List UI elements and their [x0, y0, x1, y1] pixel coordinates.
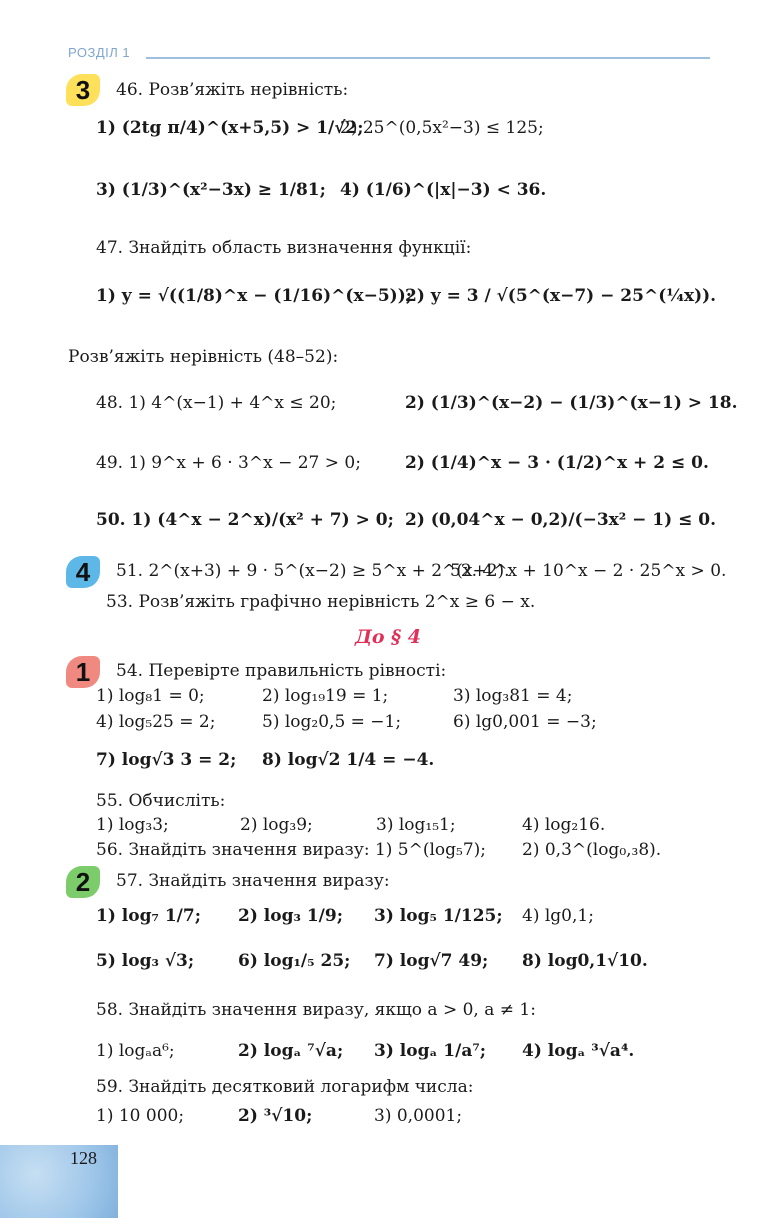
exercise-49-1: 49. 1) 9^x + 6 · 3^x − 27 > 0;	[96, 453, 361, 473]
intro-48-52: Розв’яжіть нерівність (48–52):	[68, 347, 339, 367]
exercise-54-1: 1) log₈1 = 0;	[96, 686, 205, 706]
level-badge-2: 2	[66, 866, 100, 898]
exercise-55-2: 2) log₃9;	[240, 815, 313, 835]
exercise-54-8: 8) log√2 1/4 = −4.	[262, 750, 435, 770]
exercise-49-2: 2) (1/4)^x − 3 · (1/2)^x + 2 ≤ 0.	[405, 453, 709, 473]
exercise-57-4: 4) lg0,1;	[522, 906, 594, 926]
exercise-57-2: 2) log₃ 1/9;	[238, 906, 343, 926]
exercise-47-2: 2) y = 3 / √(5^(x−7) − 25^(¼x)).	[405, 286, 717, 306]
exercise-51: 51. 2^(x+3) + 9 · 5^(x−2) ≥ 5^x + 2^(x+2).	[116, 561, 510, 581]
exercise-59-2: 2) ³√10;	[238, 1106, 313, 1126]
exercise-55: 55. Обчисліть:	[96, 791, 226, 811]
exercise-55-1: 1) log₃3;	[96, 815, 169, 835]
exercise-50-1: 50. 1) (4^x − 2^x)/(x² + 7) > 0;	[96, 510, 394, 530]
exercise-58-2: 2) logₐ ⁷√a;	[238, 1041, 344, 1061]
exercise-58-1: 1) logₐa⁶;	[96, 1041, 175, 1061]
page-corner-decoration	[0, 1145, 118, 1218]
exercise-46-3: 3) (1/3)^(x²−3x) ≥ 1/81;	[96, 180, 326, 200]
exercise-55-4: 4) log₂16.	[522, 815, 606, 835]
exercise-56-2: 2) 0,3^(log₀,₃8).	[522, 840, 662, 860]
exercise-57-5: 5) log₃ √3;	[96, 951, 195, 971]
exercise-57-8: 8) log0,1√10.	[522, 951, 648, 971]
exercise-57-7: 7) log√7 49;	[374, 951, 489, 971]
page-number: 128	[70, 1148, 97, 1168]
exercise-47: 47. Знайдіть область визначення функції:	[96, 238, 472, 258]
exercise-54: 54. Перевірте правильність рівності:	[116, 661, 447, 681]
exercise-54-3: 3) log₃81 = 4;	[453, 686, 573, 706]
exercise-52: 52. 4^x + 10^x − 2 · 25^x > 0.	[450, 561, 727, 581]
exercise-54-5: 5) log₂0,5 = −1;	[262, 712, 402, 732]
exercise-46-1: 1) (2tg π/4)^(x+5,5) > 1/√2;	[96, 118, 364, 138]
level-badge-3: 3	[66, 74, 100, 106]
exercise-48-2: 2) (1/3)^(x−2) − (1/3)^(x−1) > 18.	[405, 393, 738, 413]
exercise-54-4: 4) log₅25 = 2;	[96, 712, 216, 732]
exercise-58-3: 3) logₐ 1/a⁷;	[374, 1041, 487, 1061]
exercise-53: 53. Розв’яжіть графічно нерівність 2^x ≥ 6 − x.	[106, 592, 536, 612]
exercise-54-6: 6) lg0,001 = −3;	[453, 712, 597, 732]
exercise-57-6: 6) log₁/₅ 25;	[238, 951, 351, 971]
exercise-57: 57. Знайдіть значення виразу:	[116, 871, 390, 891]
exercise-59-3: 3) 0,0001;	[374, 1106, 463, 1126]
exercise-58: 58. Знайдіть значення виразу, якщо a > 0, a ≠ 1:	[96, 1000, 536, 1020]
exercise-57-3: 3) log₅ 1/125;	[374, 906, 503, 926]
exercise-48-1: 48. 1) 4^(x−1) + 4^x ≤ 20;	[96, 393, 337, 413]
exercise-46-4: 4) (1/6)^(|x|−3) < 36.	[340, 180, 547, 200]
exercise-59: 59. Знайдіть десятковий логарифм числа:	[96, 1077, 474, 1097]
exercise-54-2: 2) log₁₉19 = 1;	[262, 686, 389, 706]
exercise-56: 56. Знайдіть значення виразу: 1) 5^(log₅7);	[96, 840, 487, 860]
exercise-54-7: 7) log√3 3 = 2;	[96, 750, 237, 770]
exercise-50-2: 2) (0,04^x − 0,2)/(−3x² − 1) ≤ 0.	[405, 510, 717, 530]
header-rule	[146, 57, 710, 59]
level-badge-1: 1	[66, 656, 100, 688]
exercise-59-1: 1) 10 000;	[96, 1106, 185, 1126]
chapter-header: РОЗДІЛ 1	[68, 45, 131, 60]
exercise-47-1: 1) y = √((1/8)^x − (1/16)^(x−5));	[96, 286, 413, 306]
level-badge-4: 4	[66, 556, 100, 588]
exercise-57-1: 1) log₇ 1/7;	[96, 906, 201, 926]
exercise-58-4: 4) logₐ ³√a⁴.	[522, 1041, 635, 1061]
exercise-55-3: 3) log₁₅1;	[376, 815, 456, 835]
exercise-46-2: 2) 25^(0,5x²−3) ≤ 125;	[340, 118, 544, 138]
section-title: До § 4	[355, 626, 421, 648]
exercise-46: 46. Розв’яжіть нерівність:	[116, 80, 349, 100]
